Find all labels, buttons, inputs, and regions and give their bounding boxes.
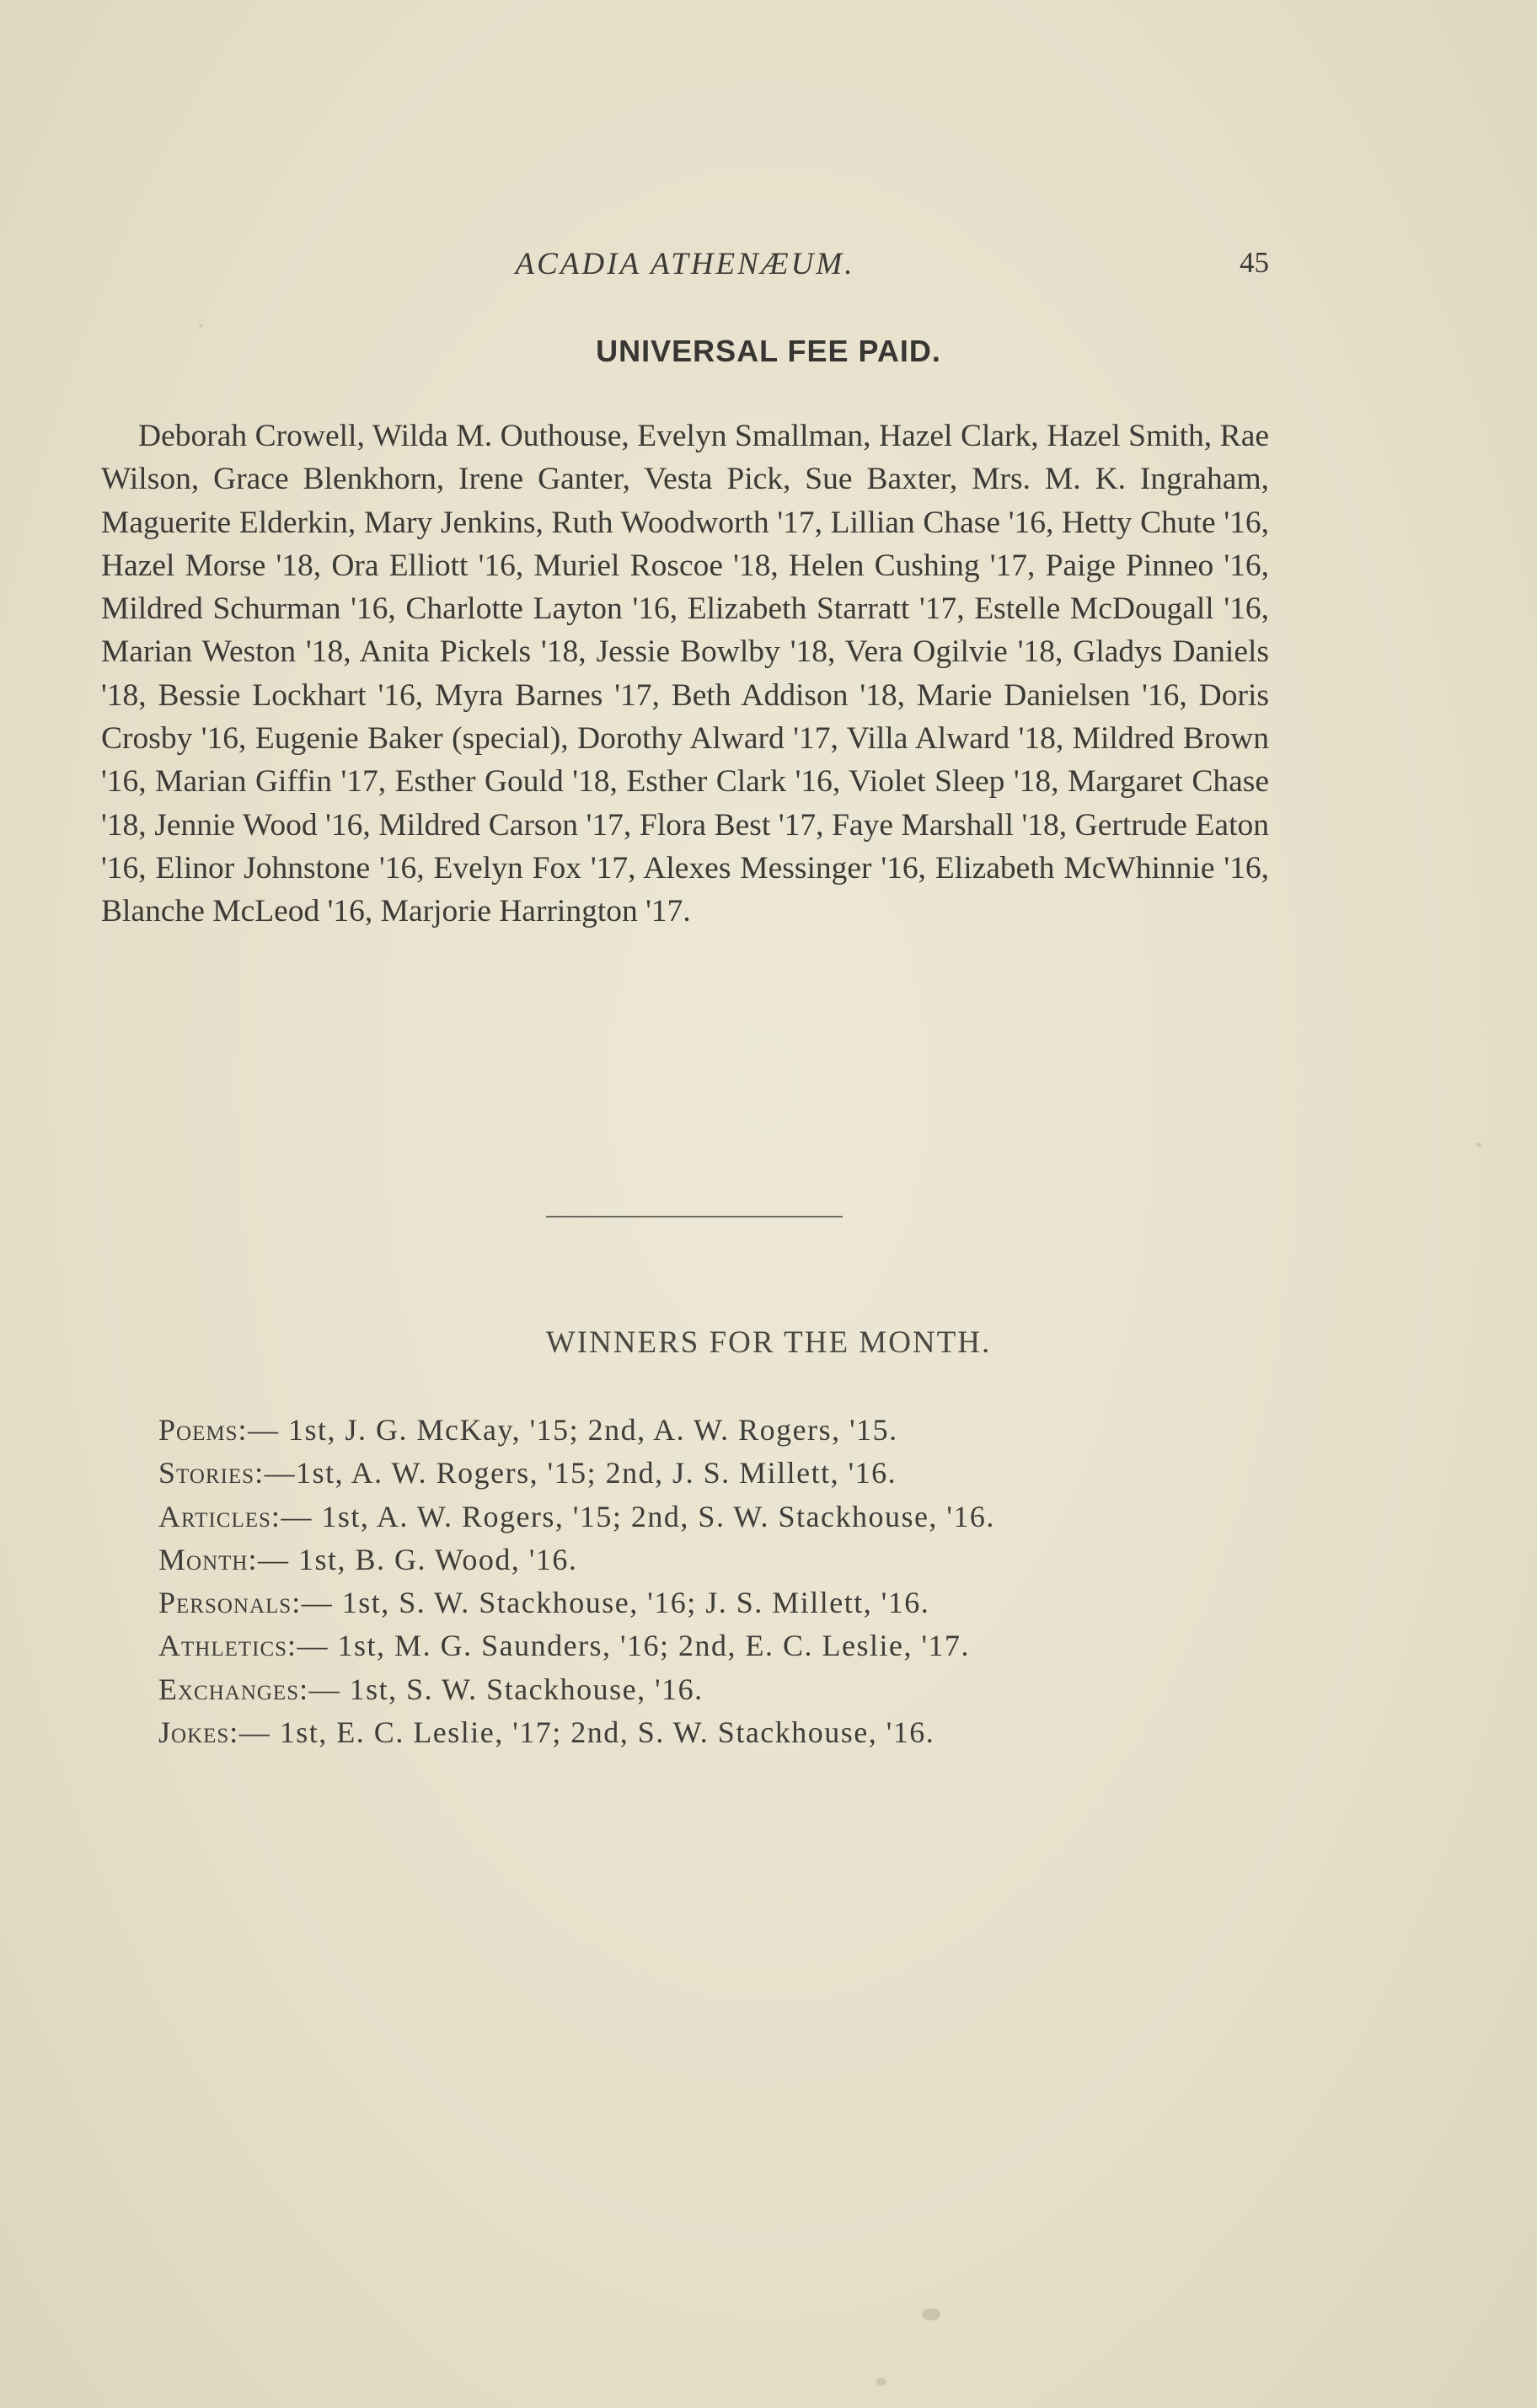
winners-text: :— 1st, J. G. McKay, '15; 2nd, A. W. Rogers, '15. (238, 1413, 898, 1447)
winners-category: Poems (158, 1413, 238, 1447)
winners-text: :— 1st, S. W. Stackhouse, '16. (299, 1672, 704, 1706)
section-divider (546, 1216, 843, 1217)
winners-category: Month (158, 1542, 249, 1576)
fee-paid-names-paragraph: Deborah Crowell, Wilda M. Outhouse, Evelyn Smallman, Hazel Clark, Hazel Smith, Rae Wilson, Grace Blenkhorn, Irene Ganter, Vesta Pick, Sue Baxter, Mrs. M. K. Ingraham, Maguerite Elderkin, Mary Jenkins, Ruth Woodworth '17, Lillian Chase '16, Hetty Chute '16, Hazel Morse '18, Ora Elliott '16, Muriel Roscoe '18, Helen Cushing '17, Paige Pinneo '16, Mildred Schurman '16, Charlotte Layton '16, Elizabeth Starratt '17, Estelle McDougall '16, Marian Weston '18, Anita Pickels '18, Jessie Bowlby '18, Vera Ogilvie '18, Gladys Daniels '18, Bessie Lockhart '16, Myra Barnes '17, Beth Addison '18, Marie Danielsen '16, Doris Crosby '16, Eugenie Baker (special), Dorothy Alward '17, Villa Alward '18, Mildred Brown '16, Marian Giffin '17, Esther Gould '18, Esther Clark '16, Violet Sleep '18, Margaret Chase '18, Jennie Wood '16, Mildred Carson '17, Flora Best '17, Faye Marshall '18, Gertrude Eaton '16, Elinor Johnstone '16, Evelyn Fox '17, Alexes Messinger '16, Elizabeth McWhinnie '16, Blanche McLeod '16, Marjorie Harrington '17. (101, 419, 1269, 929)
winners-list (158, 1409, 1338, 1754)
winners-category: Exchanges (158, 1672, 300, 1706)
winners-category: Personals (158, 1586, 292, 1620)
winners-category: Stories (158, 1456, 255, 1490)
winners-text: :— 1st, E. C. Leslie, '17; 2nd, S. W. Stackhouse, '16. (229, 1715, 935, 1750)
winners-text: :— 1st, M. G. Saunders, '16; 2nd, E. C. Leslie, '17. (287, 1629, 970, 1663)
winners-entry-athletics (158, 1624, 1338, 1667)
winners-text: :— 1st, A. W. Rogers, '15; 2nd, S. W. Stackhouse, '16. (270, 1499, 995, 1533)
winners-category: Jokes (158, 1715, 230, 1750)
winners-entry-exchanges (158, 1668, 1338, 1711)
paper-speck (1476, 1142, 1481, 1148)
paper-speck (199, 324, 203, 328)
winners-section-heading: WINNERS FOR THE MONTH. (545, 1325, 992, 1360)
winners-entry-articles (158, 1496, 1338, 1538)
page-header (101, 246, 1269, 288)
winners-entry-poems (158, 1409, 1338, 1452)
winners-text: :— 1st, S. W. Stackhouse, '16; J. S. Millett, '16. (292, 1586, 930, 1620)
fee-section-heading: UNIVERSAL FEE PAID. (596, 334, 941, 368)
winners-category: Athletics (158, 1629, 288, 1663)
winners-category: Articles (158, 1499, 271, 1533)
running-title: ACADIA ATHENÆUM. (515, 247, 855, 281)
paper-speck (922, 2309, 940, 2320)
winners-entry-month (158, 1538, 1338, 1581)
paper-speck (876, 2378, 886, 2386)
winners-entry-stories (158, 1452, 1338, 1495)
winners-entry-jokes (158, 1711, 1338, 1754)
winners-entry-personals (158, 1581, 1338, 1624)
winners-text: :— 1st, B. G. Wood, '16. (248, 1542, 578, 1576)
winners-text: :—1st, A. W. Rogers, '15; 2nd, J. S. Millett, '16. (254, 1456, 897, 1490)
page-number: 45 (1240, 246, 1269, 279)
